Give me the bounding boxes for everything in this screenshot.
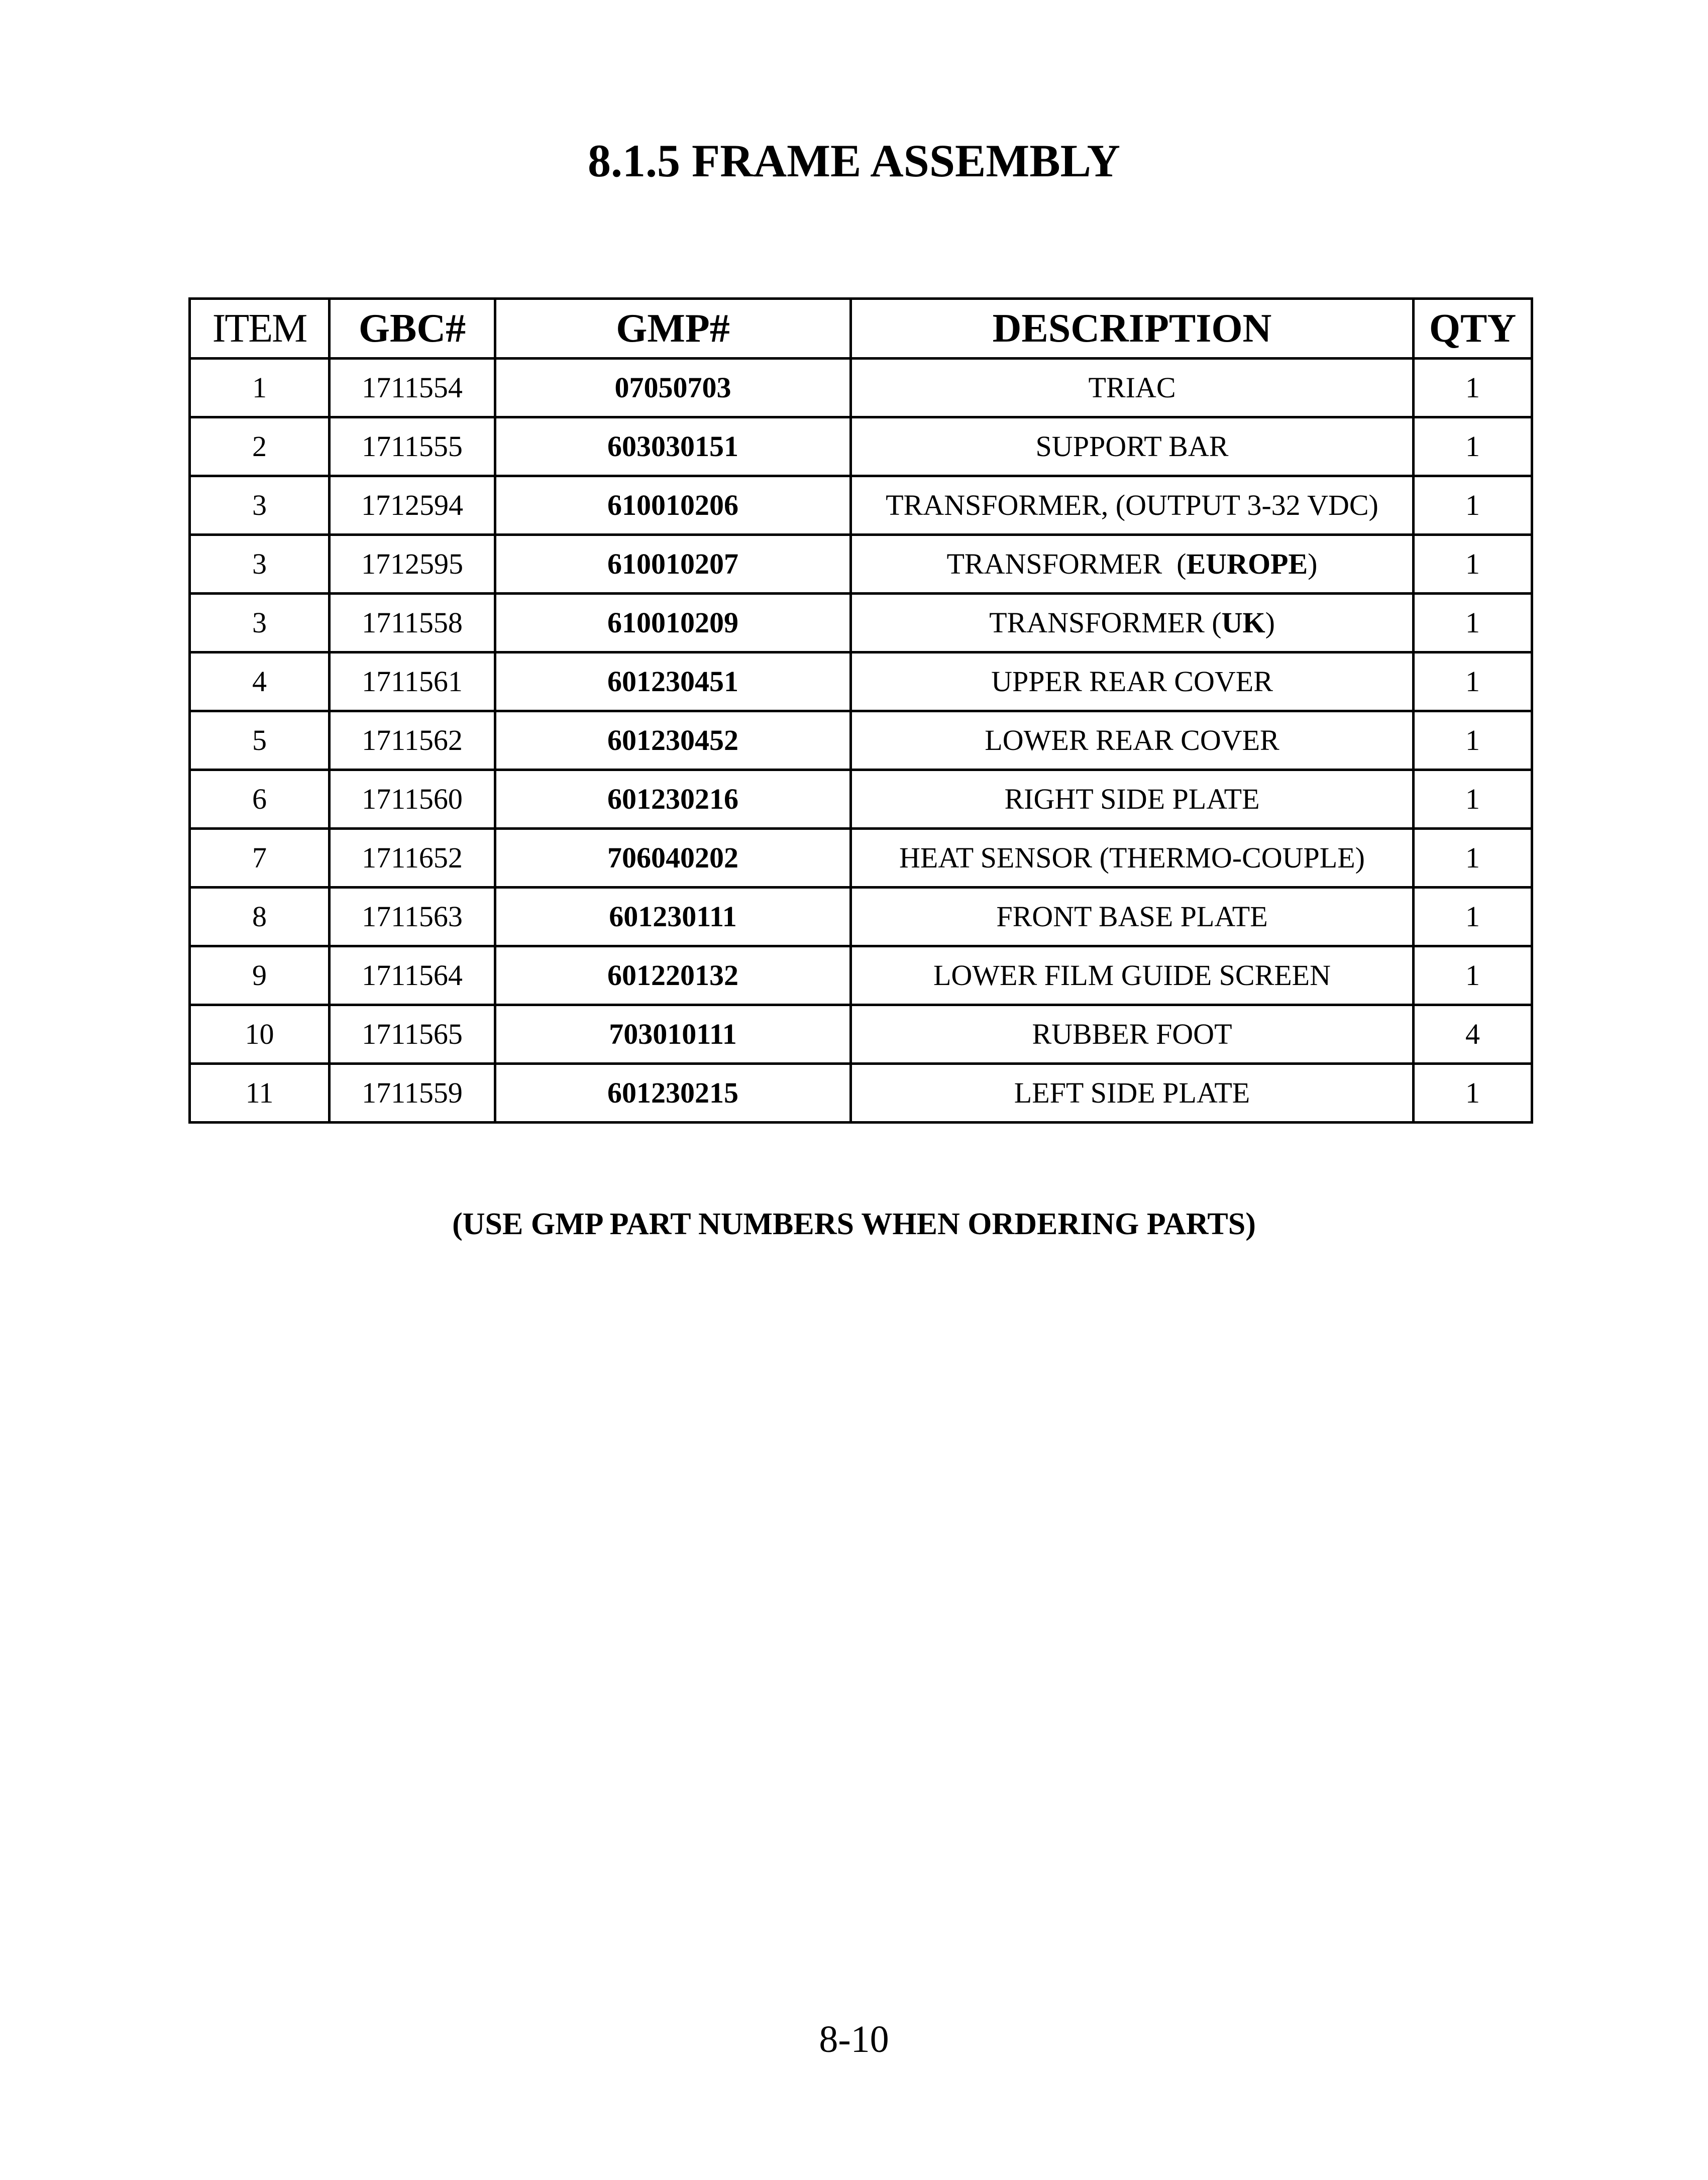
item-cell: 3 — [190, 594, 330, 652]
description-cell: UPPER REAR COVER — [851, 652, 1414, 711]
quantity-cell: 1 — [1414, 476, 1532, 535]
description-text: TRANSFORMER ( — [989, 606, 1222, 639]
description-cell — [851, 535, 1414, 594]
ordering-note: (USE GMP PART NUMBERS WHEN ORDERING PARTS) — [452, 1207, 1256, 1241]
gmp-number-cell: 601230216 — [495, 770, 851, 829]
item-cell: 2 — [190, 417, 330, 476]
gbc-number-cell: 1712594 — [330, 476, 495, 535]
table-row — [190, 1005, 1532, 1064]
parts-table-body — [190, 359, 1532, 1123]
gmp-number-cell: 601230451 — [495, 652, 851, 711]
table-row — [190, 417, 1532, 476]
description-cell: FRONT BASE PLATE — [851, 888, 1414, 946]
gbc-number-cell: 1711652 — [330, 829, 495, 888]
table-row — [190, 946, 1532, 1005]
description-cell: LOWER REAR COVER — [851, 711, 1414, 770]
description-text: TRANSFORMER ( — [946, 548, 1187, 580]
header-gbc: GBC# — [330, 299, 495, 359]
description-cell: LOWER FILM GUIDE SCREEN — [851, 946, 1414, 1005]
page-title: 8.1.5 FRAME ASSEMBLY — [588, 135, 1120, 186]
quantity-cell: 1 — [1414, 594, 1532, 652]
table-row — [190, 711, 1532, 770]
item-cell: 9 — [190, 946, 330, 1005]
description-tail: ) — [1308, 548, 1318, 580]
table-row — [190, 594, 1532, 652]
item-cell: 7 — [190, 829, 330, 888]
gmp-number-cell: 703010111 — [495, 1005, 851, 1064]
quantity-cell: 1 — [1414, 946, 1532, 1005]
quantity-cell: 1 — [1414, 711, 1532, 770]
gmp-number-cell: 601220132 — [495, 946, 851, 1005]
header-item: ITEM — [190, 299, 330, 359]
item-cell: 8 — [190, 888, 330, 946]
gmp-number-cell: 601230111 — [495, 888, 851, 946]
gbc-number-cell: 1711554 — [330, 359, 495, 417]
description-cell: RUBBER FOOT — [851, 1005, 1414, 1064]
gmp-number-cell: 07050703 — [495, 359, 851, 417]
quantity-cell: 1 — [1414, 829, 1532, 888]
description-emphasis: UK — [1221, 606, 1265, 639]
quantity-cell: 1 — [1414, 888, 1532, 946]
description-cell: TRIAC — [851, 359, 1414, 417]
table-row — [190, 888, 1532, 946]
gbc-number-cell: 1711563 — [330, 888, 495, 946]
item-cell: 10 — [190, 1005, 330, 1064]
quantity-cell: 1 — [1414, 359, 1532, 417]
gmp-number-cell: 610010206 — [495, 476, 851, 535]
item-cell: 3 — [190, 535, 330, 594]
quantity-cell: 4 — [1414, 1005, 1532, 1064]
gbc-number-cell: 1712595 — [330, 535, 495, 594]
gbc-number-cell: 1711565 — [330, 1005, 495, 1064]
gbc-number-cell: 1711561 — [330, 652, 495, 711]
quantity-cell: 1 — [1414, 417, 1532, 476]
parts-table — [188, 297, 1533, 1124]
gbc-number-cell: 1711555 — [330, 417, 495, 476]
gbc-number-cell: 1711560 — [330, 770, 495, 829]
gmp-number-cell: 601230215 — [495, 1064, 851, 1123]
page-number: 8-10 — [819, 2018, 889, 2060]
gmp-number-cell: 601230452 — [495, 711, 851, 770]
gbc-number-cell: 1711564 — [330, 946, 495, 1005]
table-row — [190, 829, 1532, 888]
table-row — [190, 476, 1532, 535]
header-qty: QTY — [1414, 299, 1532, 359]
item-cell: 3 — [190, 476, 330, 535]
quantity-cell: 1 — [1414, 652, 1532, 711]
gbc-number-cell: 1711562 — [330, 711, 495, 770]
table-row — [190, 359, 1532, 417]
description-tail: ) — [1265, 606, 1275, 639]
header-gmp: GMP# — [495, 299, 851, 359]
table-row — [190, 652, 1532, 711]
gmp-number-cell: 610010209 — [495, 594, 851, 652]
description-cell: LEFT SIDE PLATE — [851, 1064, 1414, 1123]
item-cell: 4 — [190, 652, 330, 711]
quantity-cell: 1 — [1414, 1064, 1532, 1123]
gbc-number-cell: 1711559 — [330, 1064, 495, 1123]
description-cell: HEAT SENSOR (THERMO-COUPLE) — [851, 829, 1414, 888]
description-cell: SUPPORT BAR — [851, 417, 1414, 476]
table-row — [190, 1064, 1532, 1123]
table-row — [190, 770, 1532, 829]
gmp-number-cell: 610010207 — [495, 535, 851, 594]
item-cell: 6 — [190, 770, 330, 829]
quantity-cell: 1 — [1414, 535, 1532, 594]
table-row — [190, 535, 1532, 594]
item-cell: 5 — [190, 711, 330, 770]
item-cell: 11 — [190, 1064, 330, 1123]
description-cell — [851, 594, 1414, 652]
gbc-number-cell: 1711558 — [330, 594, 495, 652]
header-description: DESCRIPTION — [851, 299, 1414, 359]
description-cell: TRANSFORMER, (OUTPUT 3-32 VDC) — [851, 476, 1414, 535]
table-header-row — [190, 299, 1532, 359]
quantity-cell: 1 — [1414, 770, 1532, 829]
gmp-number-cell: 603030151 — [495, 417, 851, 476]
description-cell: RIGHT SIDE PLATE — [851, 770, 1414, 829]
description-emphasis: EUROPE — [1186, 548, 1308, 580]
gmp-number-cell: 706040202 — [495, 829, 851, 888]
item-cell: 1 — [190, 359, 330, 417]
